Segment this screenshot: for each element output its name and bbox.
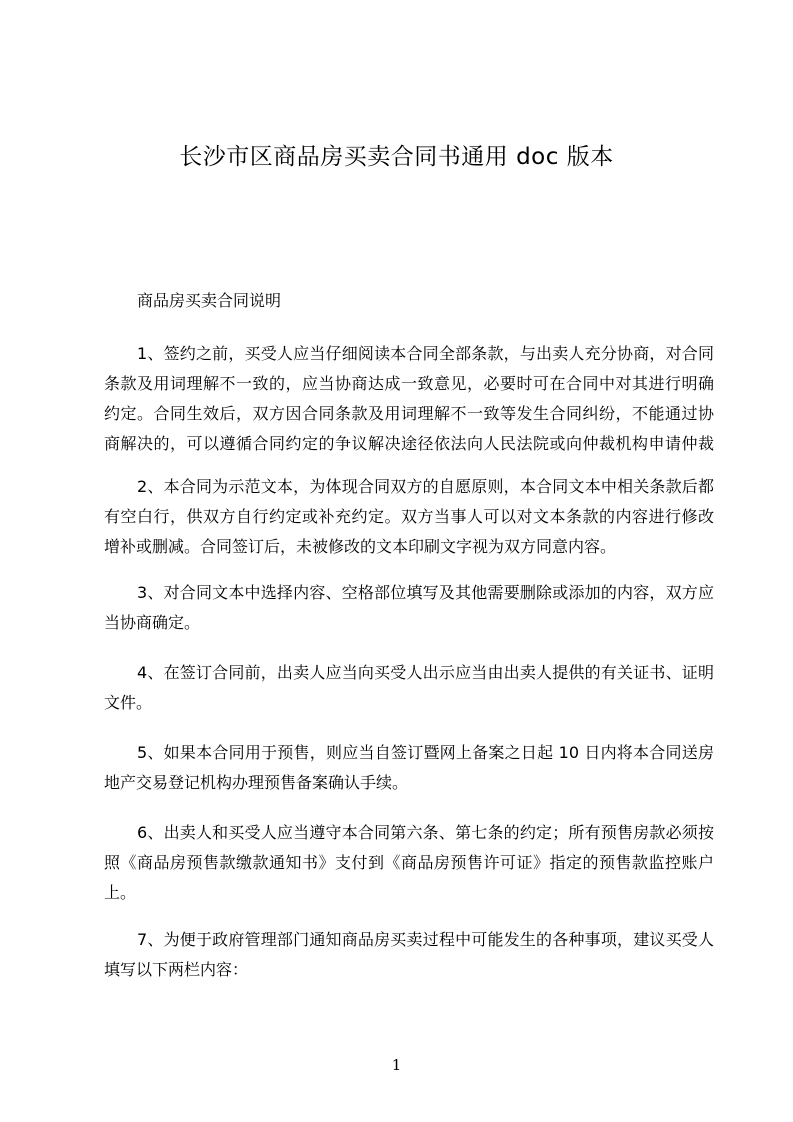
paragraph-6 (104, 823, 714, 913)
paragraph-line: 4、在签订合同前，出卖人应当向买受人出示应当由出卖人提供的有关证书、证明 (137, 663, 714, 682)
paragraph-4 (104, 663, 714, 723)
paragraph-line: 有空白行，供双方自行约定或补充约定。双方当事人可以对文本条款的内容进行修改 (104, 507, 714, 526)
paragraph-1 (104, 344, 714, 464)
paragraph-line: 当协商确定。 (104, 613, 201, 632)
paragraph-line: 上。 (104, 883, 137, 902)
paragraph-line: 6、出卖人和买受人应当遵守本合同第六条、第七条的约定；所有预售房款必须按 (137, 823, 714, 842)
paragraph-7 (104, 930, 714, 990)
paragraph-3 (104, 583, 714, 643)
paragraph-line: 条款及用词理解不一致的，应当协商达成一致意见，必要时可在合同中对其进行明确 (104, 374, 714, 393)
paragraph-line: 5、如果本合同用于预售，则应当自签订暨网上备案之日起 10 日内将本合同送房 (137, 743, 714, 762)
paragraph-line: 7、为便于政府管理部门通知商品房买卖过程中可能发生的各种事项，建议买受人 (137, 930, 714, 949)
section-heading: 商品房买卖合同说明 (137, 291, 282, 310)
paragraph-line: 增补或删减。合同签订后，未被修改的文本印刷文字视为双方同意内容。 (104, 537, 617, 556)
page-number: 1 (391, 1056, 402, 1074)
paragraph-line: 3、对合同文本中选择内容、空格部位填写及其他需要删除或添加的内容，双方应 (137, 583, 714, 602)
paragraph-line: 地产交易登记机构办理预售备案确认手续。 (104, 773, 409, 792)
paragraph-line: 1、签约之前，买受人应当仔细阅读本合同全部条款，与出卖人充分协商，对合同 (137, 344, 714, 363)
paragraph-line: 填写以下两栏内容： (104, 960, 249, 979)
paragraph-line: 约定。合同生效后，双方因合同条款及用词理解不一致等发生合同纠纷，不能通过协 (104, 404, 714, 423)
paragraph-line: 2、本合同为示范文本，为体现合同双方的自愿原则，本合同文本中相关条款后都 (137, 477, 714, 496)
document-title: 长沙市区商品房买卖合同书通用 doc 版本 (179, 144, 614, 170)
paragraph-2 (104, 477, 714, 567)
paragraph-line: 文件。 (104, 693, 153, 712)
paragraph-5 (104, 743, 714, 803)
paragraph-line: 商解决的，可以遵循合同约定的争议解决途径依法向人民法院或向仲裁机构申请仲裁 (104, 434, 714, 453)
paragraph-line: 照《商品房预售款缴款通知书》支付到《商品房预售许可证》指定的预售款监控账户 (104, 853, 714, 872)
